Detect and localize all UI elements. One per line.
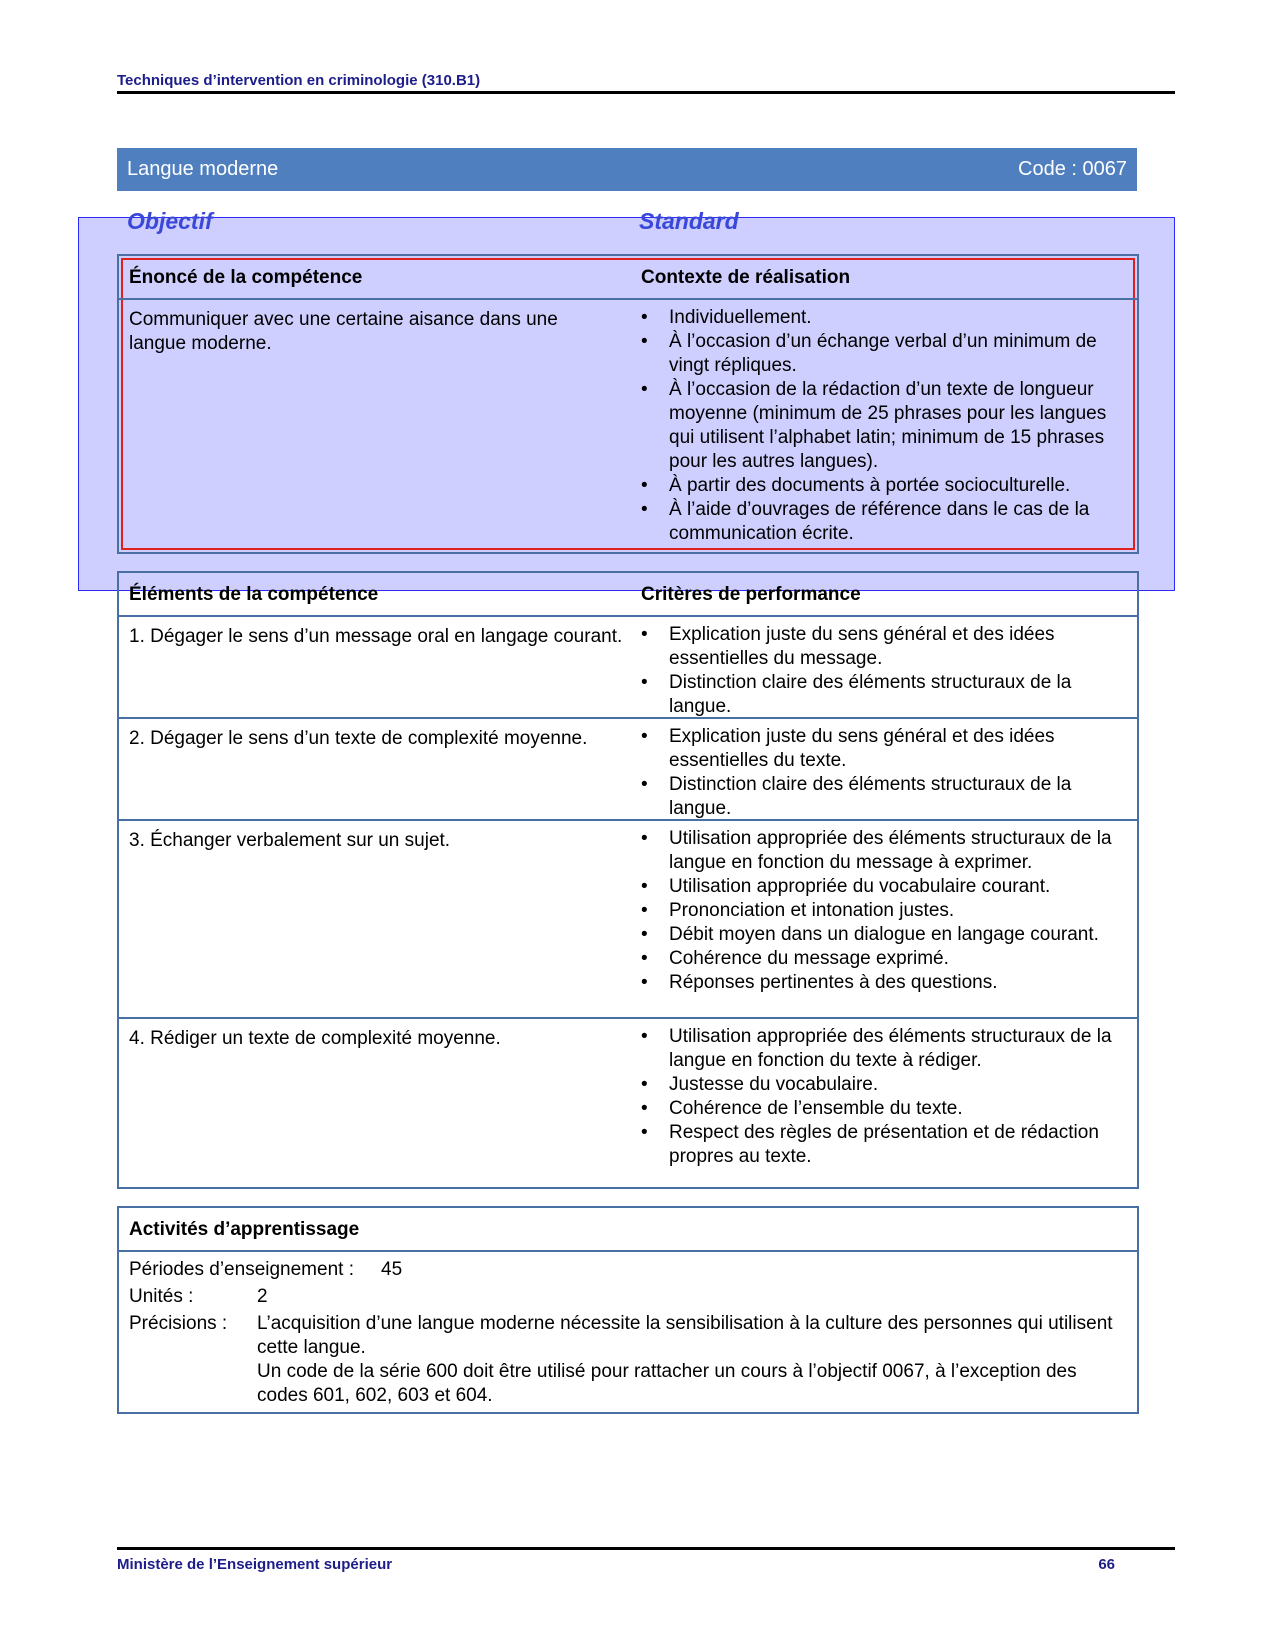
list-item: • Cohérence du message exprimé.: [641, 947, 1121, 971]
periods-label: Périodes d’enseignement :: [129, 1259, 354, 1280]
list-item: • À partir des documents à portée socioculturelle.: [641, 474, 1121, 498]
precision-paragraph: Un code de la série 600 doit être utilisé pour rattacher un cours à l’objectif 0067, à l’exception des codes 601, 602, 603 et 604.: [257, 1361, 1077, 1406]
precisions-row: [119, 1312, 1137, 1408]
precision-paragraph: L’acquisition d’une langue moderne nécessite la sensibilisation à la culture des personnes qui utilisent cette langue.: [257, 1313, 1113, 1358]
learning-activities-body: [119, 1252, 1137, 1408]
learning-activities-table: [117, 1206, 1139, 1414]
table-row: [119, 1019, 1137, 1169]
criteria-list: [641, 725, 1121, 821]
list-item: • Individuellement.: [641, 306, 1121, 330]
list-item: • Respect des règles de présentation et de rédaction propres au texte.: [641, 1121, 1121, 1169]
col-header-context: Contexte de réalisation: [641, 267, 851, 288]
list-item: • Utilisation appropriée des éléments structuraux de la langue en fonction du texte à rédiger.: [641, 1025, 1121, 1073]
course-code: Code : 0067: [1018, 158, 1127, 180]
list-item: • Débit moyen dans un dialogue en langage courant.: [641, 923, 1121, 947]
competence-statement: Communiquer avec une certaine aisance dans une langue moderne.: [129, 309, 558, 354]
element-text: 1. Dégager le sens d’un message oral en langage courant.: [129, 626, 623, 647]
list-item: • Distinction claire des éléments structuraux de la langue.: [641, 671, 1121, 719]
learning-activities-header: Activités d’apprentissage: [129, 1219, 360, 1240]
units-label: Unités :: [129, 1286, 194, 1307]
table-row: [119, 719, 1137, 821]
list-item: • Utilisation appropriée des éléments structuraux de la langue en fonction du message à exprimer.: [641, 827, 1121, 875]
periods-row: [119, 1258, 1137, 1285]
list-item: • Cohérence de l’ensemble du texte.: [641, 1097, 1121, 1121]
program-title: Techniques d’intervention en criminologie (310.B1): [117, 72, 481, 89]
objective-label: Objectif: [127, 208, 213, 234]
list-item: • À l’aide d’ouvrages de référence dans le cas de la communication écrite.: [641, 498, 1121, 546]
table-row: [119, 300, 1137, 550]
list-item: • À l’occasion de la rédaction d’un texte de longueur moyenne (minimum de 25 phrases pour les langues qui utilisent l’alphabet latin; minimum de 15 phrases pour les autres langues).: [641, 378, 1121, 474]
table-row: [119, 617, 1137, 719]
page-header: [117, 72, 1175, 94]
element-text: 2. Dégager le sens d’un texte de complexité moyenne.: [129, 728, 588, 749]
context-list: [641, 306, 1121, 546]
precisions-text: [257, 1312, 1117, 1408]
competence-statement-table: [117, 254, 1139, 554]
table-header: [119, 1208, 1137, 1252]
competence-elements-table: [117, 571, 1139, 1189]
element-text: 3. Échanger verbalement sur un sujet.: [129, 830, 451, 851]
page-number: 66: [1098, 1556, 1115, 1573]
ministry-name: Ministère de l’Enseignement supérieur: [117, 1556, 393, 1573]
element-text: 4. Rédiger un texte de complexité moyenne.: [129, 1028, 501, 1049]
precisions-label: Précisions :: [129, 1313, 228, 1334]
list-item: • Utilisation appropriée du vocabulaire courant.: [641, 875, 1121, 899]
table-row: [119, 821, 1137, 1019]
list-item: • Distinction claire des éléments structuraux de la langue.: [641, 773, 1121, 821]
units-value: 2: [257, 1286, 268, 1307]
criteria-list: [641, 827, 1121, 995]
list-item: • À l’occasion d’un échange verbal d’un minimum de vingt répliques.: [641, 330, 1121, 378]
col-header-statement: Énoncé de la compétence: [129, 267, 363, 288]
list-item: • Explication juste du sens général et des idées essentielles du message.: [641, 623, 1121, 671]
page-footer: [117, 1547, 1175, 1573]
col-header-elements: Éléments de la compétence: [129, 584, 379, 605]
col-header-criteria: Critères de performance: [641, 584, 861, 605]
periods-value: 45: [381, 1259, 403, 1280]
list-item: • Explication juste du sens général et des idées essentielles du texte.: [641, 725, 1121, 773]
table-header: [119, 256, 1137, 300]
criteria-list: [641, 623, 1121, 719]
section-labels: [127, 208, 1127, 238]
list-item: • Justesse du vocabulaire.: [641, 1073, 1121, 1097]
standard-label: Standard: [639, 208, 739, 234]
units-row: [119, 1285, 1137, 1312]
list-item: • Prononciation et intonation justes.: [641, 899, 1121, 923]
table-header: [119, 573, 1137, 617]
course-name: Langue moderne: [127, 158, 279, 180]
list-item: • Réponses pertinentes à des questions.: [641, 971, 1121, 995]
course-title-bar: [117, 148, 1137, 191]
criteria-list: [641, 1025, 1121, 1169]
